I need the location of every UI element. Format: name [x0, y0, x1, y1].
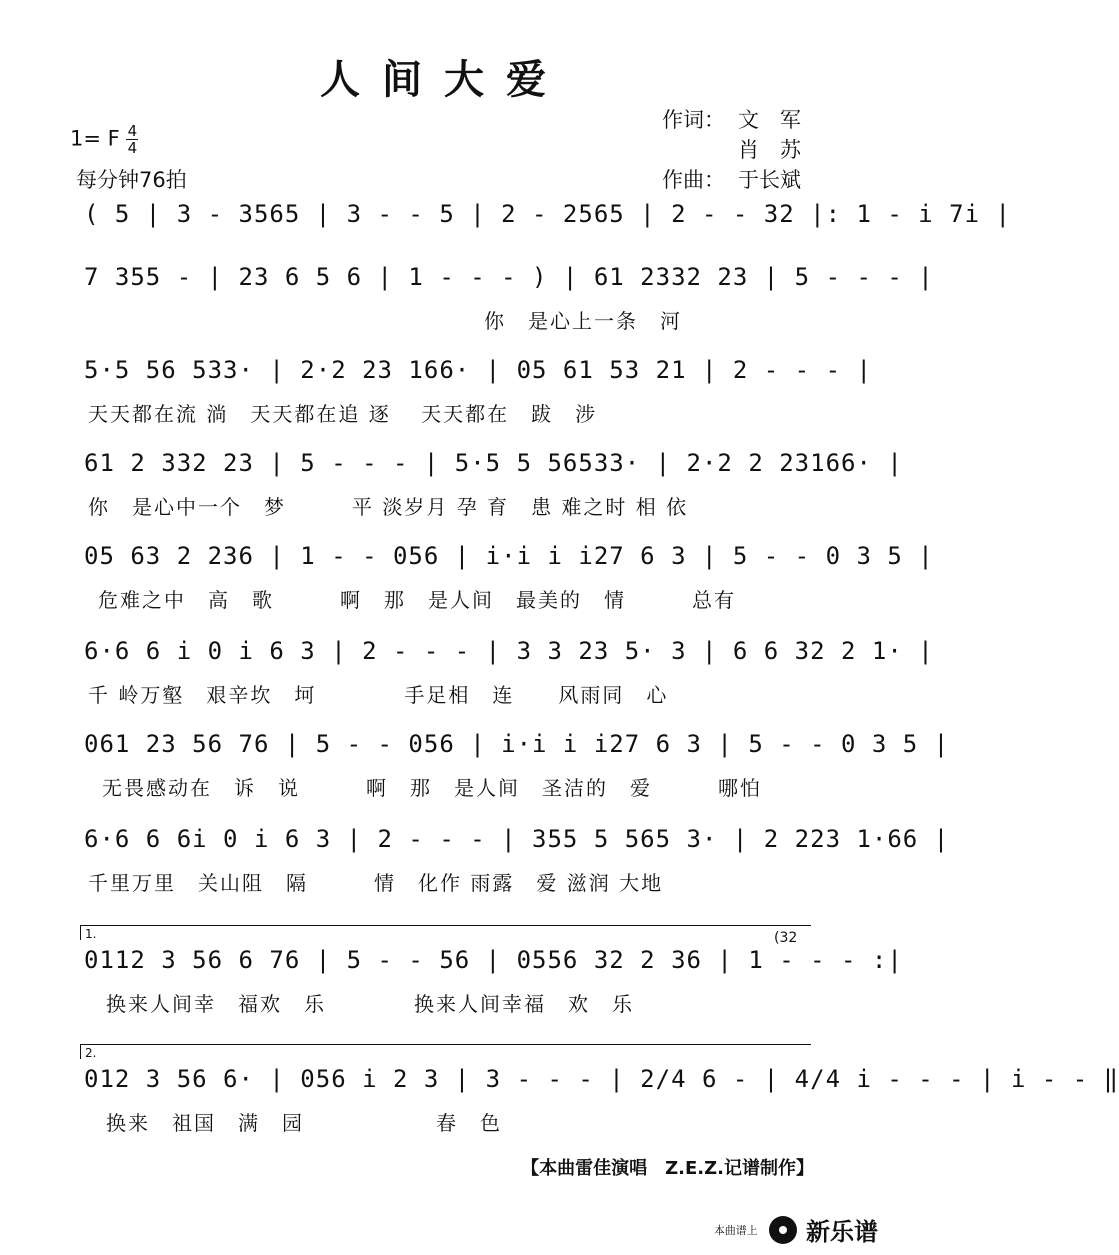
credit-line: 【本曲雷佳演唱 Z.E.Z.记谱制作】: [521, 1158, 814, 1179]
notes: 7 355 - | 23 6 5 6 | 1 - - - ) | 61 2332 23 | 5 - - - |: [84, 263, 934, 291]
composer-label: 作曲：: [662, 168, 725, 192]
notes: ( 5 | 3 - 3565 | 3 - - 5 | 2 - 2565 | 2 - - 32 |: 1 - i 7i |: [84, 200, 1011, 228]
notes: 05 63 2 236 | 1 - - 056 | i·i i i27 6 3 | 5 - - 0 3 5 |: [84, 542, 934, 570]
lyrics: 千 岭万壑 艰辛坎 坷 手足相 连 风雨同 心: [88, 683, 669, 707]
composer: 于长斌: [738, 168, 801, 192]
lyrics: 换来人间幸 福欢 乐 换来人间幸福 欢 乐: [106, 992, 634, 1016]
lyricist-1: 文 军: [738, 108, 801, 132]
notes: 6·6 6 i 0 i 6 3 | 2 - - - | 3 3 23 5· 3 | 6 6 32 2 1· |: [84, 637, 934, 665]
lyrics: 千里万里 关山阻 隔 情 化作 雨露 爱 滋润 大地: [88, 871, 664, 895]
record-icon: [769, 1216, 797, 1244]
notes: 0112 3 56 6 76 | 5 - - 56 | 0556 32 2 36 | 1 - - - :|: [84, 946, 903, 974]
site-logo[interactable]: [714, 1212, 878, 1247]
notes: 5·5 56 533· | 2·2 23 166· | 05 61 53 21 | 2 - - - |: [84, 356, 872, 384]
time-signature-bottom: 4: [127, 139, 138, 157]
logo-brand: 新乐谱: [806, 1218, 878, 1246]
notes: 6·6 6 6i 0 i 6 3 | 2 - - - | 355 5 565 3· | 2 223 1·66 |: [84, 825, 950, 853]
notes: 061 23 56 76 | 5 - - 056 | i·i i i27 6 3 | 5 - - 0 3 5 |: [84, 730, 950, 758]
lyrics: 你 是心上一条 河: [484, 309, 682, 333]
lyrics: 无畏感动在 诉 说 啊 那 是人间 圣洁的 爱 哪怕: [102, 776, 762, 800]
lyricist-label: 作词：: [662, 108, 725, 132]
lyricist-2: 肖 苏: [738, 138, 801, 162]
notes: 61 2 332 23 | 5 - - - | 5·5 5 56533· | 2·2 2 23166· |: [84, 449, 903, 477]
logo-prefix: 本曲谱上: [713, 1223, 758, 1237]
lyrics: 危难之中 高 歌 啊 那 是人间 最美的 情 总有: [98, 588, 736, 612]
page-title: 人间大爱: [320, 56, 568, 103]
tempo: 每分钟76拍: [76, 168, 187, 192]
volta-2-label: 2.: [85, 1046, 97, 1060]
key-signature: [70, 124, 138, 155]
time-signature: [126, 124, 138, 155]
key-label: 1= F: [70, 126, 120, 151]
lyrics: 天天都在流 淌 天天都在追 逐 天天都在 跋 涉: [88, 402, 598, 426]
lyrics: 换来 祖国 满 园 春 色: [106, 1111, 502, 1135]
lyrics: 你 是心中一个 梦 平 淡岁月 孕 育 患 难之时 相 依: [88, 495, 689, 519]
time-signature-top: 4: [127, 122, 138, 140]
coda-mark: (32: [774, 930, 798, 946]
volta-1-label: 1.: [85, 927, 97, 941]
notes: 012 3 56 6· | 056 i 2 3 | 3 - - - | 2/4 6 - | 4/4 i - - - | i - - ‖: [84, 1065, 1119, 1093]
